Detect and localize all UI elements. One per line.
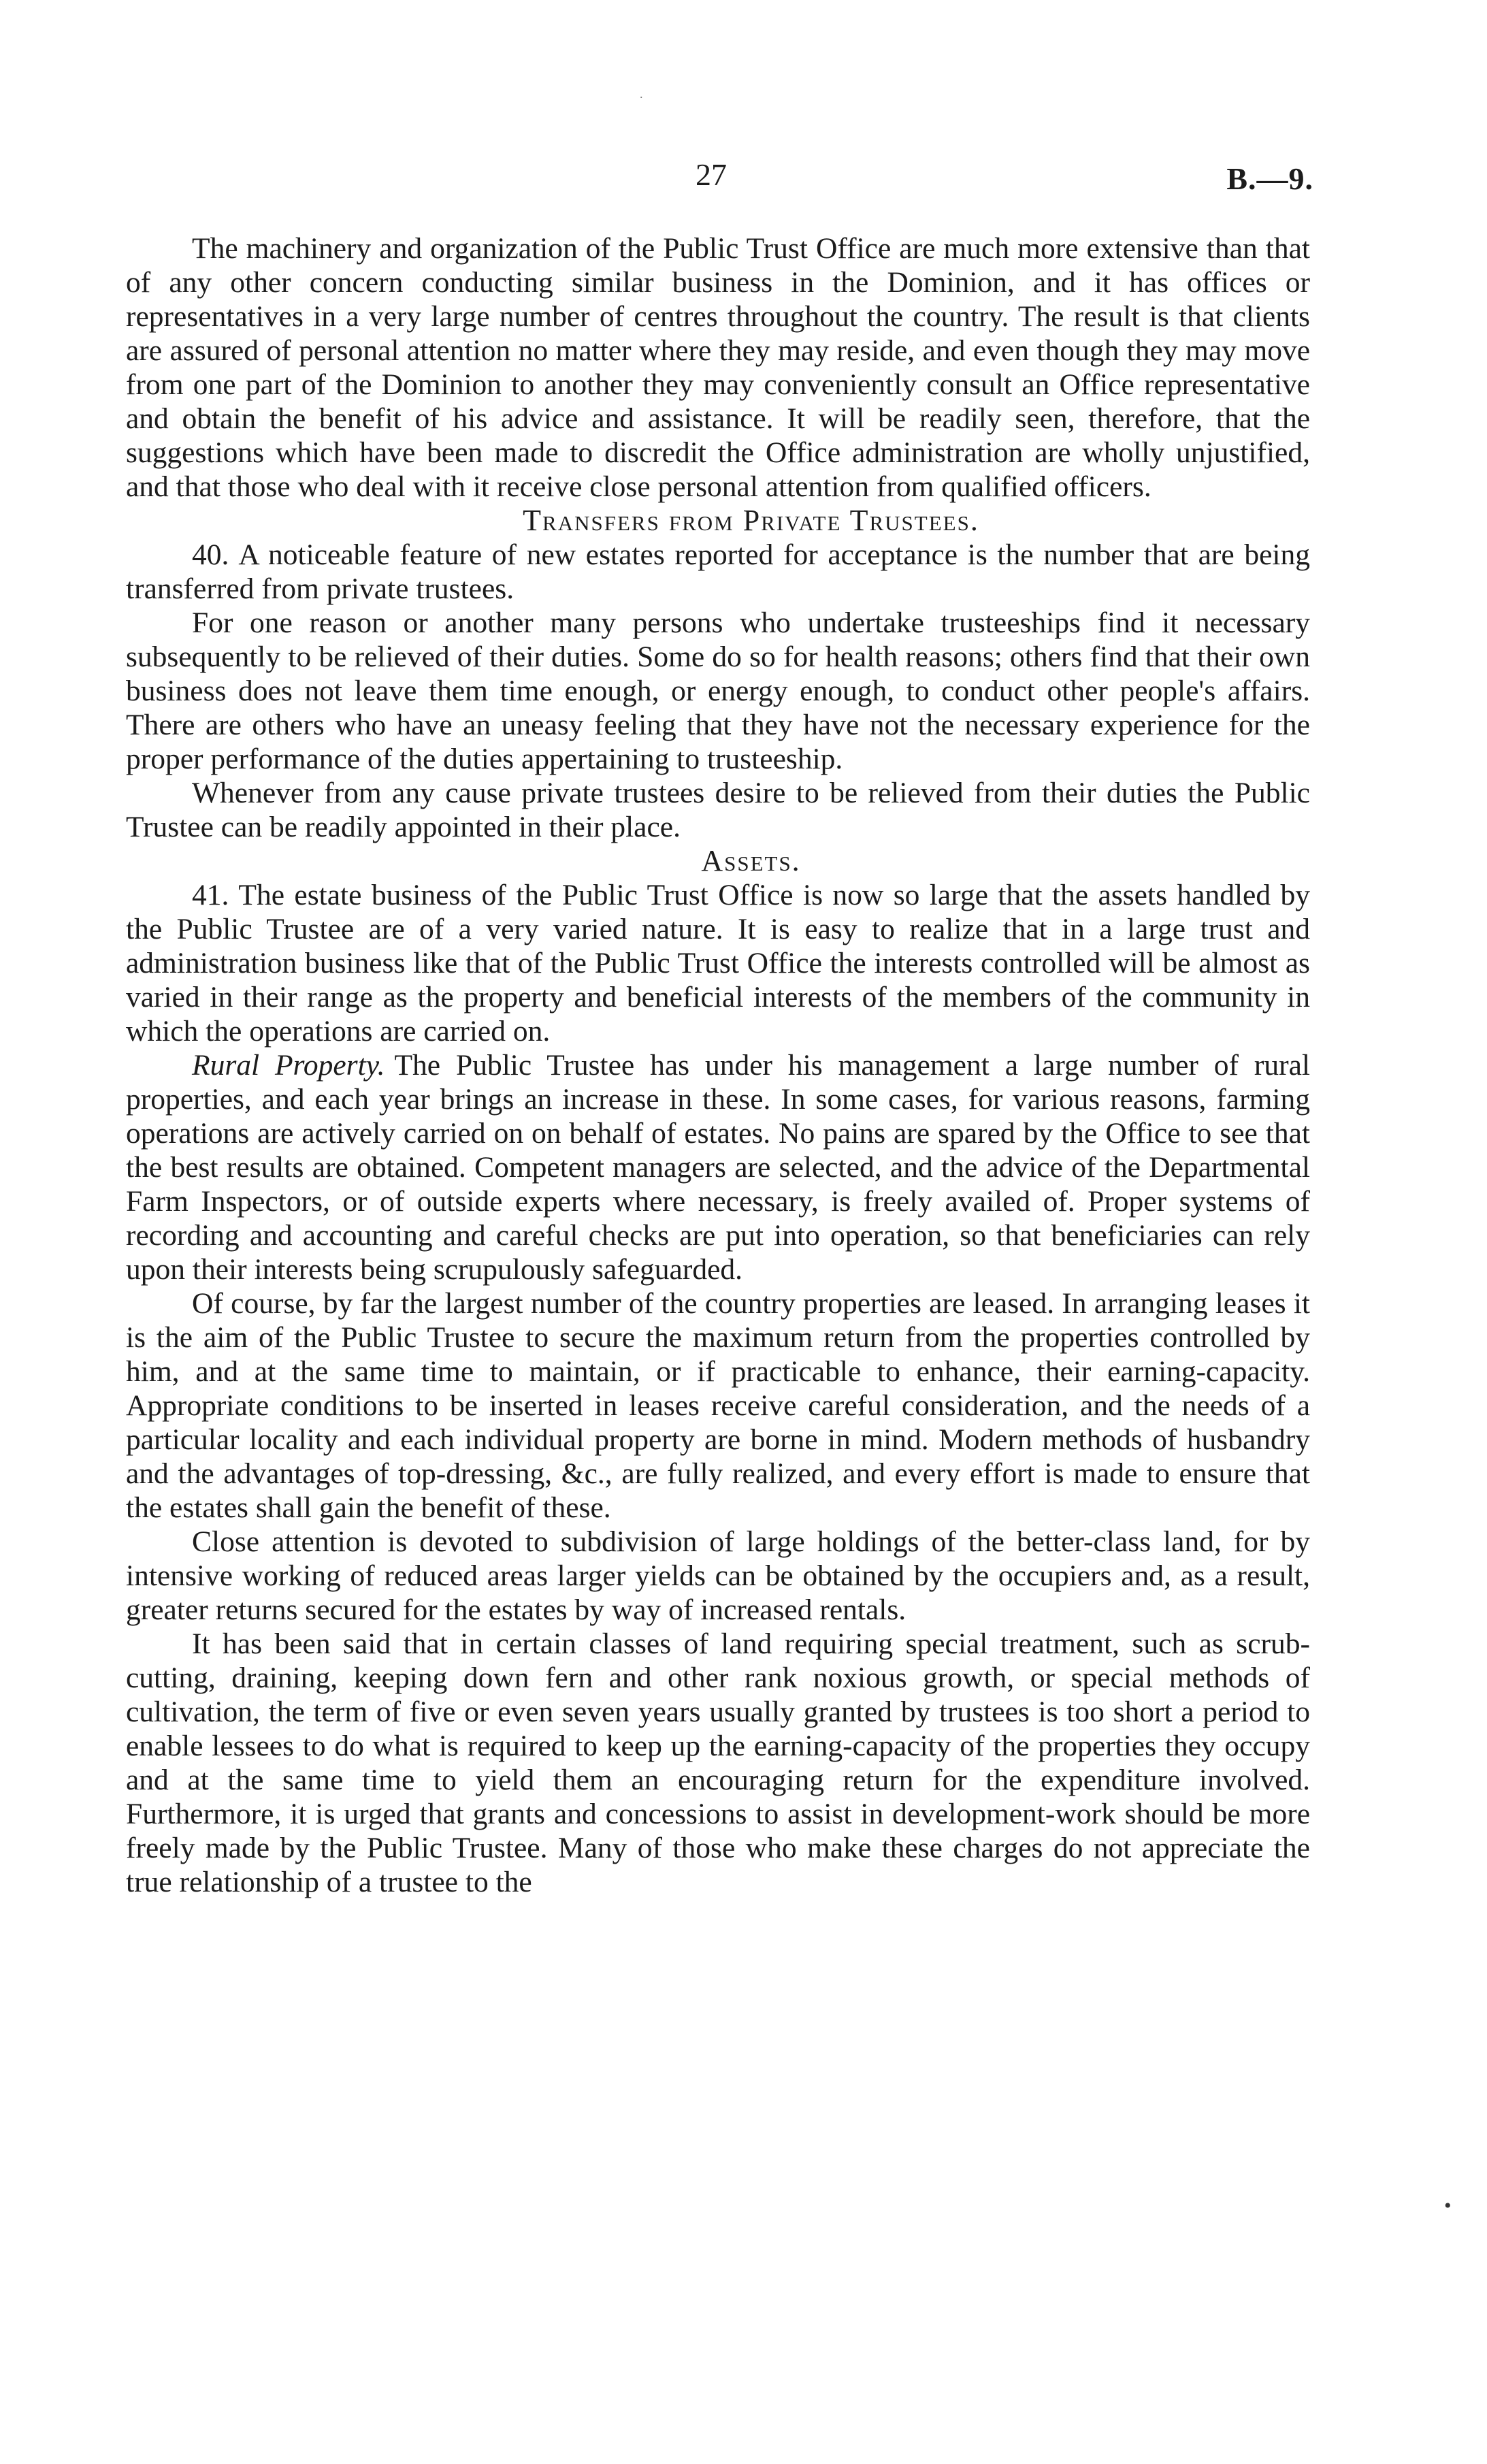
- document-code: B.—9.: [1226, 161, 1313, 196]
- paragraph-of-course: Of course, by far the largest number of the country properties are leased. In arranging leases it is the aim of the Public Trustee to secure the maximum return from the properties controlled by him, and at the same time to maintain, or if practicable to enhance, their earning-capacity. Appropriate conditions to be inserted in leases receive careful consideration, and the needs of a particular locality and each individual property are borne in mind. Modern methods of husbandry and the advantages of top-dressing, &c., are fully realized, and every effort is made to ensure that the estates shall gain the benefit of these.: [126, 1287, 1310, 1524]
- paragraph-40-text: A noticeable feature of new estates reported for acceptance is the number that are being transferred from private trustees.: [126, 538, 1310, 605]
- paragraph-number: 40.: [192, 538, 229, 571]
- section-heading-assets: Assets.: [701, 844, 801, 877]
- paragraph-close-attention: Close attention is devoted to subdivision of large holdings of the better-class land, for by intensive working of reduced areas larger yields can be obtained by the occupiers and, as a result, greater returns secured for the estates by way of increased rentals.: [126, 1525, 1310, 1626]
- paragraph-rural-property: [126, 1048, 1310, 1286]
- paragraph-41: [126, 878, 1310, 1048]
- page-header: [0, 157, 1487, 204]
- paragraph-it-has-been-said: It has been said that in certain classes of land requiring special treatment, such as scrub-cutting, draining, keeping down fern and other rank noxious growth, or special methods of cultivation, the term of five or even seven years usually granted by trustees is too short a period to enable lessees to do what is required to keep up the earning-capacity of the properties they occupy and at the same time to yield them an encouraging return for the expenditure involved. Furthermore, it is urged that grants and concessions to assist in development-work should be more freely made by the Public Trustee. Many of those who make these charges do not appreciate the true relationship of a trustee to the: [126, 1627, 1310, 1898]
- paragraph-40: [126, 538, 1310, 606]
- rural-property-text: The Public Trustee has under his management a large number of rural properties, and each year brings an increase in these. In some cases, for various reasons, farming operations are actively carried on on behalf of estates. No pains are spared by the Office to see that the best results are obtained. Competent managers are selected, and the advice of the Departmental Farm Inspectors, or of outside experts where necessary, is freely availed of. Proper systems of recording and accounting and careful checks are put into operation, so that beneficiaries can rely upon their interests being scrupulously safeguarded.: [126, 1049, 1311, 1286]
- paragraph-whenever: Whenever from any cause private trustees desire to be relieved from their duties the Public Trustee can be readily appointed in their place.: [126, 777, 1310, 843]
- section-heading-transfers: Transfers from Private Trustees.: [523, 504, 979, 537]
- page-number: 27: [696, 157, 727, 192]
- paragraph-41-text: The estate business of the Public Trust Office is now so large that the assets handled by the Public Trustee are of a very varied nature. It is easy to realize that in a large trust and administration business like that of the Public Trust Office the interests controlled will be almost as varied in their range as the property and beneficial interests of the members of the community in which the operations are carried on.: [126, 879, 1310, 1048]
- paragraph-number: 41.: [192, 879, 229, 911]
- paragraph-machinery: The machinery and organization of the Public Trust Office are much more extensive than that of any other concern conducting similar business in the Dominion, and it has offices or representatives in a very large number of centres throughout the country. The result is that clients are assured of personal attention no matter where they may reside, and even though they may move from one part of the Dominion to another they may conveniently consult an Office representative and obtain the benefit of his advice and assistance. It will be readily seen, therefore, that the suggestions which have been made to discredit the Office administration are wholly unjustified, and that those who deal with it receive close personal attention from qualified officers.: [126, 232, 1310, 503]
- rural-property-lead: Rural Property.: [192, 1049, 385, 1082]
- paragraph-for-one-reason: For one reason or another many persons who undertake trusteeships find it necessary subsequently to be relieved of their duties. Some do so for health reasons; others find that their own business does not leave them time enough, or energy enough, to conduct other people's affairs. There are others who have an uneasy feeling that they have not the necessary experience for the proper performance of the duties appertaining to trusteeship.: [126, 606, 1310, 775]
- margin-mark: •: [1444, 2194, 1452, 2217]
- scan-mark: .: [640, 87, 643, 101]
- body-text: [126, 231, 1310, 1899]
